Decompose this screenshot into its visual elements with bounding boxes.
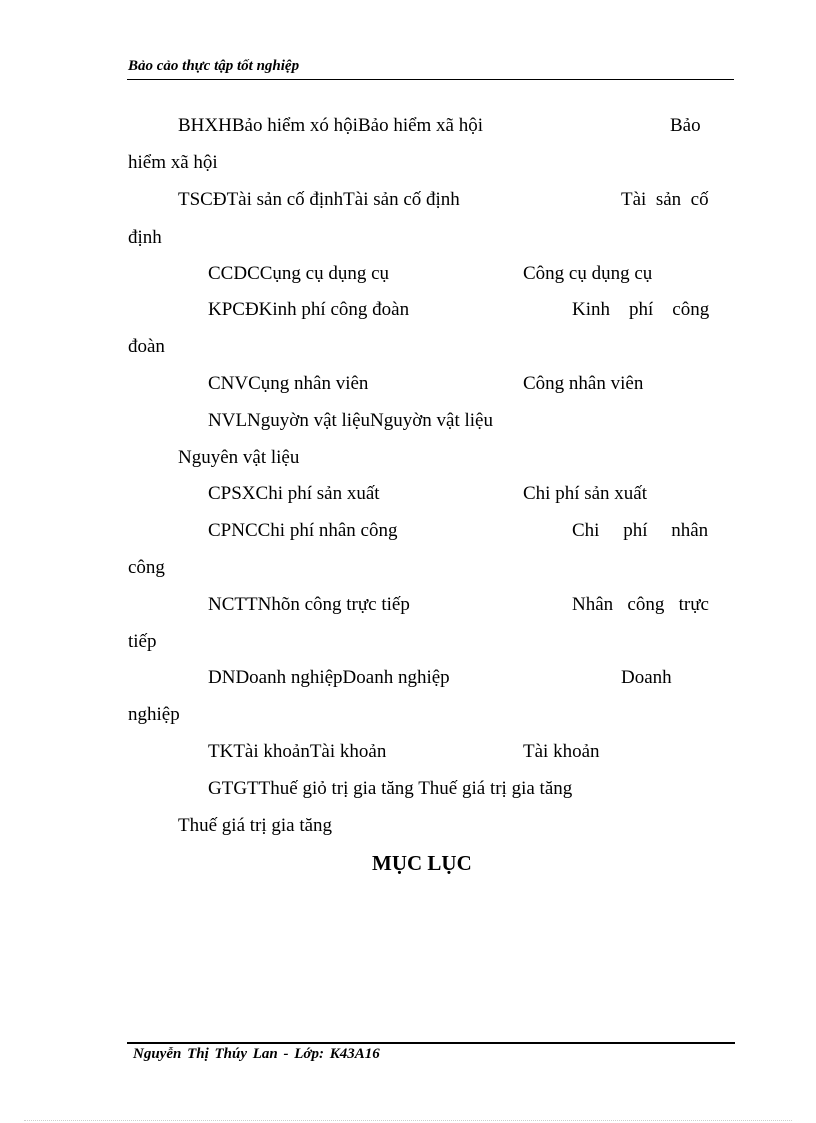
abbr-ccdc-meaning: Công cụ dụng cụ (523, 263, 653, 284)
abbr-cpnc-meaning: Chi phí nhân (572, 520, 709, 541)
page-bottom-edge (24, 1120, 792, 1121)
abbr-bhxh-continuation: hiểm xã hội (128, 152, 218, 173)
abbr-tscd-meaning: Tài sản cố (621, 189, 709, 210)
abbr-dn-term: DNDoanh nghiệpDoanh nghiệp (208, 667, 450, 688)
abbr-kpcd-term: KPCĐKinh phí công đoàn (208, 299, 410, 320)
abbr-bhxh-term: BHXHBảo hiểm xó hộiBảo hiểm xã hội (178, 115, 484, 136)
abbr-bhxh-meaning: Bảo (670, 115, 701, 136)
abbr-cpsx-meaning: Chi phí sản xuất (523, 483, 648, 504)
abbr-nctt-term: NCTTNhõn công trực tiếp (208, 594, 410, 615)
abbr-tscd-continuation: định (128, 227, 162, 248)
abbr-cpsx-term: CPSXChi phí sản xuất (208, 483, 380, 504)
abbr-cnv-meaning: Công nhân viên (523, 373, 644, 394)
abbr-kpcd-continuation: đoàn (128, 336, 165, 357)
abbr-nvl-term: NVLNguyờn vật liệuNguyờn vật liệu (208, 410, 493, 431)
footer-author: Nguyễn Thị Thúy Lan - Lớp: K43A16 (133, 1046, 380, 1062)
abbr-nvl-meaning: Nguyên vật liệu (178, 447, 300, 468)
header-rule (127, 79, 734, 80)
header-title: Bảo cảo thực tập tốt nghiệp (128, 58, 300, 74)
abbr-cnv-term: CNVCụng nhân viên (208, 373, 369, 394)
abbr-dn-continuation: nghiệp (128, 704, 180, 725)
toc-title: MỤC LỤC (372, 851, 472, 875)
abbr-dn-meaning: Doanh (621, 667, 672, 688)
abbr-gtgt-meaning: Thuế giá trị gia tăng (178, 815, 333, 836)
abbr-cpnc-continuation: công (128, 557, 165, 578)
abbr-gtgt-term: GTGTThuế giỏ trị gia tăng Thuế giá trị gia tăng (208, 778, 573, 799)
footer-rule (127, 1042, 735, 1044)
abbr-tscd-term: TSCĐTài sản cố địnhTài sản cố định (178, 189, 460, 210)
abbr-ccdc-term: CCDCCụng cụ dụng cụ (208, 263, 390, 284)
abbr-nctt-meaning: Nhân công trực (572, 594, 709, 615)
abbr-cpnc-term: CPNCChi phí nhân công (208, 520, 398, 541)
abbr-tk-term: TKTài khoảnTài khoản (208, 741, 387, 762)
abbr-nctt-continuation: tiếp (128, 631, 157, 652)
abbr-tk-meaning: Tài khoản (523, 741, 600, 762)
abbr-kpcd-meaning: Kinh phí công (572, 299, 710, 320)
